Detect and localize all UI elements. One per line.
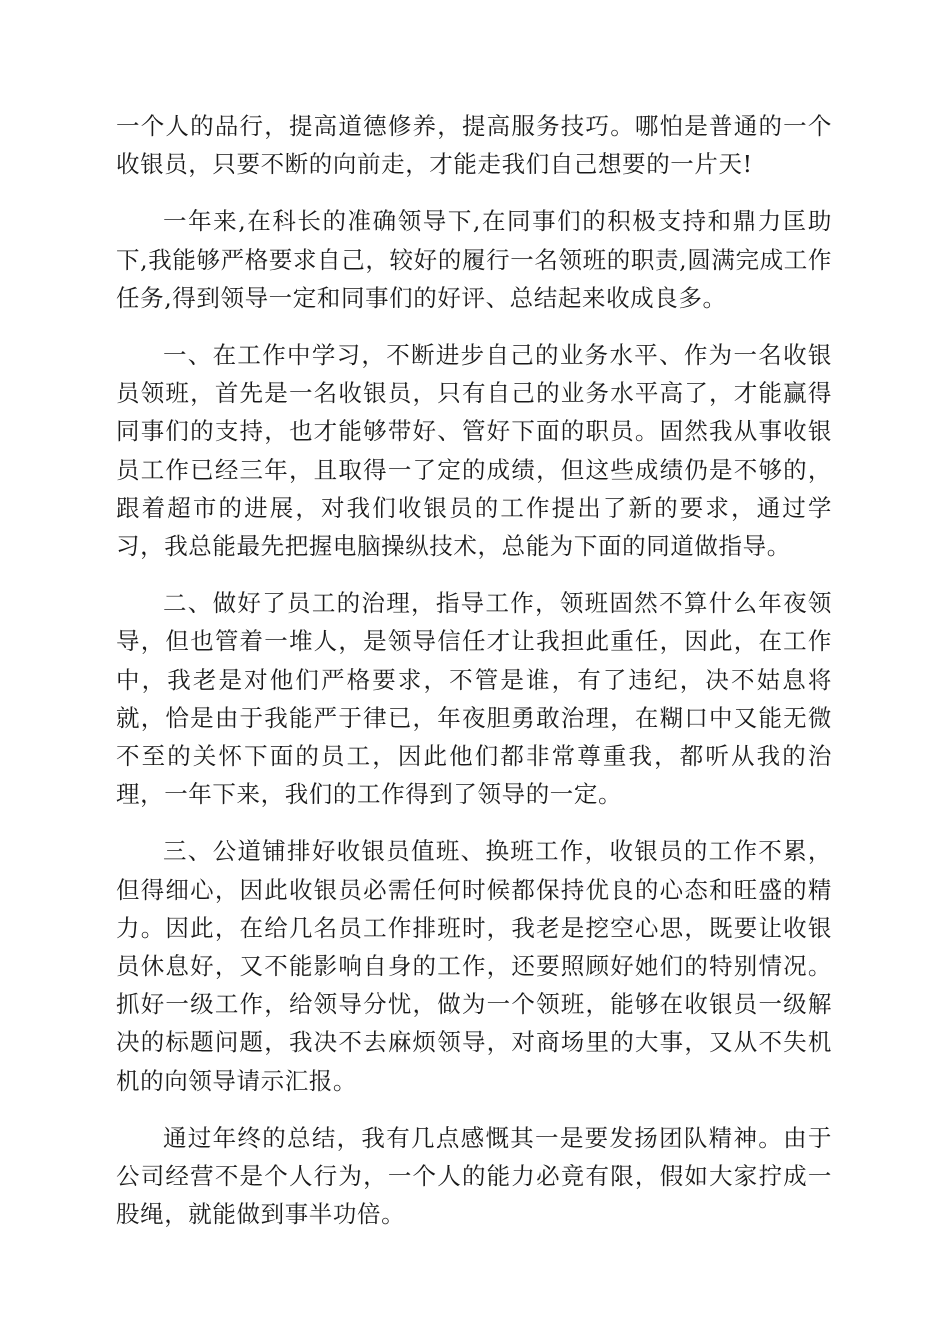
- document-body: [116, 107, 832, 1252]
- paragraph-point-one: 一、在工作中学习，不断进步自己的业务水平、作为一名收银员领班，首先是一名收银员，只有自己的业务水平高了，才能赢得同事们的支持，也才能够带好、管好下面的职员。固然我从事收银员工作已经三年，且取得一了定的成绩，但这些成绩仍是不够的，跟着超市的进展，对我们收银员的工作提出了新的要求，通过学习，我总能最先把握电脑操纵技术，总能为下面的同道做指导。: [116, 341, 832, 561]
- paragraph-point-three: 三、公道铺排好收银员值班、换班工作，收银员的工作不累，但得细心，因此收银员必需任何时候都保持优良的心态和旺盛的精力。因此，在给几名员工作排班时，我老是挖空心思，既要让收银员休息好，又不能影响自身的工作，还要照顾好她们的特别情况。抓好一级工作，给领导分忧，做为一个领班，能够在收银员一级解决的标题问题，我决不去麻烦领导，对商场里的大事，又从不失机机的向领导请示汇报。: [116, 837, 832, 1095]
- paragraph-conclusion: 通过年终的总结，我有几点感慨其一是要发扬团队精神。由于公司经营不是个人行为，一个人的能力必竟有限，假如大家拧成一股绳，就能做到事半功倍。: [116, 1123, 832, 1229]
- paragraph-continuation: 一个人的品行，提高道德修养，提高服务技巧。哪怕是普通的一个收银员，只要不断的向前走，才能走我们自己想要的一片天!: [116, 112, 832, 179]
- paragraph-intro: 一年来,在科长的准确领导下,在同事们的积极支持和鼎力匡助下,我能够严格要求自己，较好的履行一名领班的职责,圆满完成工作任务,得到领导一定和同事们的好评、总结起来收成良多。: [116, 207, 832, 312]
- paragraph-point-two: 二、做好了员工的治理，指导工作，领班固然不算什么年夜领导，但也管着一堆人，是领导信任才让我担此重任，因此，在工作中，我老是对他们严格要求，不管是谁，有了违纪，决不姑息将就，恰是由于我能严于律已，年夜胆勇敢治理，在糊口中又能无微不至的关怀下面的员工，因此他们都非常尊重我，都听从我的治理，一年下来，我们的工作得到了领导的一定。: [116, 589, 832, 809]
